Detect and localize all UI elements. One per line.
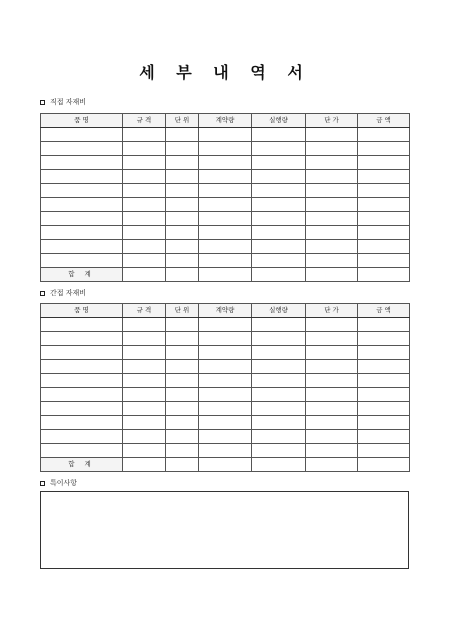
- table-cell[interactable]: [199, 184, 252, 198]
- table-cell[interactable]: [252, 142, 306, 156]
- total-cell[interactable]: [123, 458, 166, 472]
- table-cell[interactable]: [252, 360, 306, 374]
- section-title-direct: 직접 자재비: [50, 98, 87, 106]
- table-cell[interactable]: [252, 332, 306, 346]
- table-cell[interactable]: [166, 360, 199, 374]
- table-cell[interactable]: [41, 156, 123, 170]
- table-cell[interactable]: [199, 318, 252, 332]
- total-cell[interactable]: [123, 268, 166, 282]
- col-header-contract-qty: 계약량: [199, 114, 252, 128]
- table-cell[interactable]: [252, 346, 306, 360]
- table-cell[interactable]: [41, 318, 123, 332]
- table-row: [41, 170, 410, 184]
- table-row: [41, 346, 410, 360]
- total-cell[interactable]: [358, 458, 410, 472]
- table-cell[interactable]: [166, 170, 199, 184]
- table-cell[interactable]: [358, 128, 410, 142]
- indirect-materials-table: [40, 303, 410, 472]
- table-cell[interactable]: [358, 184, 410, 198]
- table-cell[interactable]: [358, 374, 410, 388]
- table-cell[interactable]: [199, 374, 252, 388]
- table-cell[interactable]: [358, 360, 410, 374]
- col-header-spec: 규 격: [123, 304, 166, 318]
- table-cell[interactable]: [199, 156, 252, 170]
- table-cell[interactable]: [306, 184, 358, 198]
- table-row: [41, 332, 410, 346]
- total-cell[interactable]: [306, 268, 358, 282]
- table-header-row: [41, 304, 410, 318]
- table-cell[interactable]: [306, 430, 358, 444]
- table-cell[interactable]: [306, 128, 358, 142]
- table-cell[interactable]: [123, 240, 166, 254]
- table-cell[interactable]: [306, 402, 358, 416]
- col-header-unit-price: 단 가: [306, 304, 358, 318]
- table-cell[interactable]: [199, 430, 252, 444]
- table-cell[interactable]: [41, 416, 123, 430]
- table-cell[interactable]: [123, 346, 166, 360]
- table-cell[interactable]: [358, 198, 410, 212]
- table-cell[interactable]: [199, 170, 252, 184]
- total-cell[interactable]: [166, 458, 199, 472]
- total-cell[interactable]: [358, 268, 410, 282]
- table-row: [41, 374, 410, 388]
- table-cell[interactable]: [358, 156, 410, 170]
- table-row: [41, 240, 410, 254]
- table-cell[interactable]: [199, 332, 252, 346]
- table-cell[interactable]: [252, 388, 306, 402]
- section-title-notes: 특이사항: [50, 479, 78, 487]
- total-cell[interactable]: [252, 458, 306, 472]
- table-cell[interactable]: [358, 318, 410, 332]
- table-cell[interactable]: [358, 142, 410, 156]
- table-row: [41, 128, 410, 142]
- total-cell[interactable]: [166, 268, 199, 282]
- section-label-indirect: [40, 288, 86, 298]
- table-cell[interactable]: [123, 402, 166, 416]
- table-row: [41, 318, 410, 332]
- col-header-contract-qty: 계약량: [199, 304, 252, 318]
- table-cell[interactable]: [358, 444, 410, 458]
- table-cell[interactable]: [41, 142, 123, 156]
- square-bullet-icon: [40, 100, 45, 105]
- table-cell[interactable]: [252, 184, 306, 198]
- table-cell[interactable]: [199, 388, 252, 402]
- table-cell[interactable]: [41, 346, 123, 360]
- table-row: [41, 416, 410, 430]
- table-cell[interactable]: [199, 198, 252, 212]
- table-cell[interactable]: [252, 374, 306, 388]
- table-cell[interactable]: [358, 254, 410, 268]
- table-row: [41, 198, 410, 212]
- table-cell[interactable]: [252, 254, 306, 268]
- table-cell[interactable]: [123, 184, 166, 198]
- table-cell[interactable]: [252, 402, 306, 416]
- table-cell[interactable]: [199, 254, 252, 268]
- table-cell[interactable]: [252, 128, 306, 142]
- total-cell[interactable]: [306, 458, 358, 472]
- table-cell[interactable]: [306, 198, 358, 212]
- table-cell[interactable]: [41, 402, 123, 416]
- table-cell[interactable]: [123, 142, 166, 156]
- col-header-amount: 금 액: [358, 114, 410, 128]
- table-cell[interactable]: [306, 142, 358, 156]
- total-row: [41, 268, 410, 282]
- table-cell[interactable]: [358, 388, 410, 402]
- table-cell[interactable]: [166, 388, 199, 402]
- table-cell[interactable]: [199, 128, 252, 142]
- table-cell[interactable]: [306, 360, 358, 374]
- table-cell[interactable]: [166, 156, 199, 170]
- table-cell[interactable]: [41, 430, 123, 444]
- table-cell[interactable]: [123, 254, 166, 268]
- table-cell[interactable]: [199, 416, 252, 430]
- table-cell[interactable]: [166, 318, 199, 332]
- table-cell[interactable]: [199, 444, 252, 458]
- table-cell[interactable]: [123, 332, 166, 346]
- table-cell[interactable]: [41, 254, 123, 268]
- table-cell[interactable]: [358, 416, 410, 430]
- table-cell[interactable]: [166, 198, 199, 212]
- table-cell[interactable]: [123, 388, 166, 402]
- table-row: [41, 254, 410, 268]
- table-row: [41, 142, 410, 156]
- table-cell[interactable]: [252, 198, 306, 212]
- col-header-unit: 단 위: [166, 304, 199, 318]
- table-cell[interactable]: [166, 416, 199, 430]
- table-header-row: [41, 114, 410, 128]
- table-cell[interactable]: [41, 444, 123, 458]
- table-row: [41, 184, 410, 198]
- table-cell[interactable]: [306, 212, 358, 226]
- table-cell[interactable]: [123, 198, 166, 212]
- total-cell[interactable]: [199, 458, 252, 472]
- section-label-notes: [40, 478, 77, 488]
- page-title: 세 부 내 역 서: [139, 63, 311, 82]
- table-cell[interactable]: [123, 430, 166, 444]
- table-cell[interactable]: [358, 430, 410, 444]
- table-cell[interactable]: [123, 416, 166, 430]
- col-header-item-name: 품 명: [41, 304, 123, 318]
- table-cell[interactable]: [358, 226, 410, 240]
- table-cell[interactable]: [252, 318, 306, 332]
- table-cell[interactable]: [199, 212, 252, 226]
- table-cell[interactable]: [123, 156, 166, 170]
- table-cell[interactable]: [358, 346, 410, 360]
- total-row: [41, 458, 410, 472]
- table-cell[interactable]: [199, 226, 252, 240]
- table-cell[interactable]: [166, 346, 199, 360]
- table-cell[interactable]: [166, 374, 199, 388]
- table-cell[interactable]: [199, 142, 252, 156]
- table-cell[interactable]: [306, 226, 358, 240]
- total-label: 합 계: [41, 268, 123, 282]
- table-cell[interactable]: [41, 240, 123, 254]
- table-cell[interactable]: [41, 170, 123, 184]
- table-cell[interactable]: [252, 430, 306, 444]
- table-cell[interactable]: [306, 170, 358, 184]
- total-cell[interactable]: [252, 268, 306, 282]
- table-cell[interactable]: [41, 360, 123, 374]
- table-cell[interactable]: [41, 128, 123, 142]
- table-cell[interactable]: [306, 318, 358, 332]
- table-cell[interactable]: [166, 254, 199, 268]
- table-cell[interactable]: [166, 430, 199, 444]
- section-label-direct: [40, 97, 86, 107]
- col-header-spec: 규 격: [123, 114, 166, 128]
- total-label: 합 계: [41, 458, 123, 472]
- table-cell[interactable]: [199, 360, 252, 374]
- col-header-unit: 단 위: [166, 114, 199, 128]
- table-cell[interactable]: [41, 226, 123, 240]
- square-bullet-icon: [40, 291, 45, 296]
- table-cell[interactable]: [41, 184, 123, 198]
- col-header-exec-qty: 실행량: [252, 114, 306, 128]
- table-cell[interactable]: [199, 346, 252, 360]
- table-cell[interactable]: [306, 346, 358, 360]
- table-cell[interactable]: [123, 212, 166, 226]
- table-cell[interactable]: [358, 332, 410, 346]
- table-cell[interactable]: [252, 416, 306, 430]
- table-cell[interactable]: [252, 156, 306, 170]
- table-row: [41, 402, 410, 416]
- table-cell[interactable]: [166, 402, 199, 416]
- total-cell[interactable]: [199, 268, 252, 282]
- table-cell[interactable]: [252, 170, 306, 184]
- table-cell[interactable]: [199, 402, 252, 416]
- table-cell[interactable]: [252, 212, 306, 226]
- table-cell[interactable]: [166, 226, 199, 240]
- table-cell[interactable]: [123, 374, 166, 388]
- table-row: [41, 156, 410, 170]
- table-cell[interactable]: [306, 254, 358, 268]
- table-cell[interactable]: [166, 332, 199, 346]
- table-cell[interactable]: [41, 374, 123, 388]
- table-cell[interactable]: [358, 240, 410, 254]
- table-row: [41, 430, 410, 444]
- table-cell[interactable]: [123, 128, 166, 142]
- table-cell[interactable]: [123, 360, 166, 374]
- table-cell[interactable]: [123, 444, 166, 458]
- col-header-item-name: 품 명: [41, 114, 123, 128]
- square-bullet-icon: [40, 481, 45, 486]
- table-cell[interactable]: [166, 444, 199, 458]
- col-header-exec-qty: 실행량: [252, 304, 306, 318]
- table-cell[interactable]: [123, 318, 166, 332]
- table-cell[interactable]: [306, 416, 358, 430]
- table-cell[interactable]: [306, 240, 358, 254]
- table-cell[interactable]: [166, 184, 199, 198]
- table-cell[interactable]: [41, 198, 123, 212]
- table-cell[interactable]: [123, 170, 166, 184]
- table-cell[interactable]: [41, 332, 123, 346]
- table-cell[interactable]: [166, 212, 199, 226]
- table-cell[interactable]: [41, 388, 123, 402]
- table-cell[interactable]: [41, 212, 123, 226]
- table-row: [41, 388, 410, 402]
- table-cell[interactable]: [166, 142, 199, 156]
- table-cell[interactable]: [358, 402, 410, 416]
- table-cell[interactable]: [166, 128, 199, 142]
- table-cell[interactable]: [306, 374, 358, 388]
- table-row: [41, 226, 410, 240]
- section-title-indirect: 간접 자재비: [50, 289, 87, 297]
- table-cell[interactable]: [252, 240, 306, 254]
- table-cell[interactable]: [166, 240, 199, 254]
- col-header-unit-price: 단 가: [306, 114, 358, 128]
- table-cell[interactable]: [252, 226, 306, 240]
- direct-materials-table: [40, 113, 410, 282]
- table-cell[interactable]: [123, 226, 166, 240]
- table-cell[interactable]: [306, 444, 358, 458]
- table-cell[interactable]: [252, 444, 306, 458]
- table-row: [41, 212, 410, 226]
- table-cell[interactable]: [306, 156, 358, 170]
- table-row: [41, 444, 410, 458]
- table-row: [41, 360, 410, 374]
- col-header-amount: 금 액: [358, 304, 410, 318]
- table-cell[interactable]: [306, 332, 358, 346]
- notes-box[interactable]: [40, 491, 409, 569]
- table-cell[interactable]: [199, 240, 252, 254]
- table-cell[interactable]: [358, 212, 410, 226]
- table-cell[interactable]: [306, 388, 358, 402]
- table-cell[interactable]: [358, 170, 410, 184]
